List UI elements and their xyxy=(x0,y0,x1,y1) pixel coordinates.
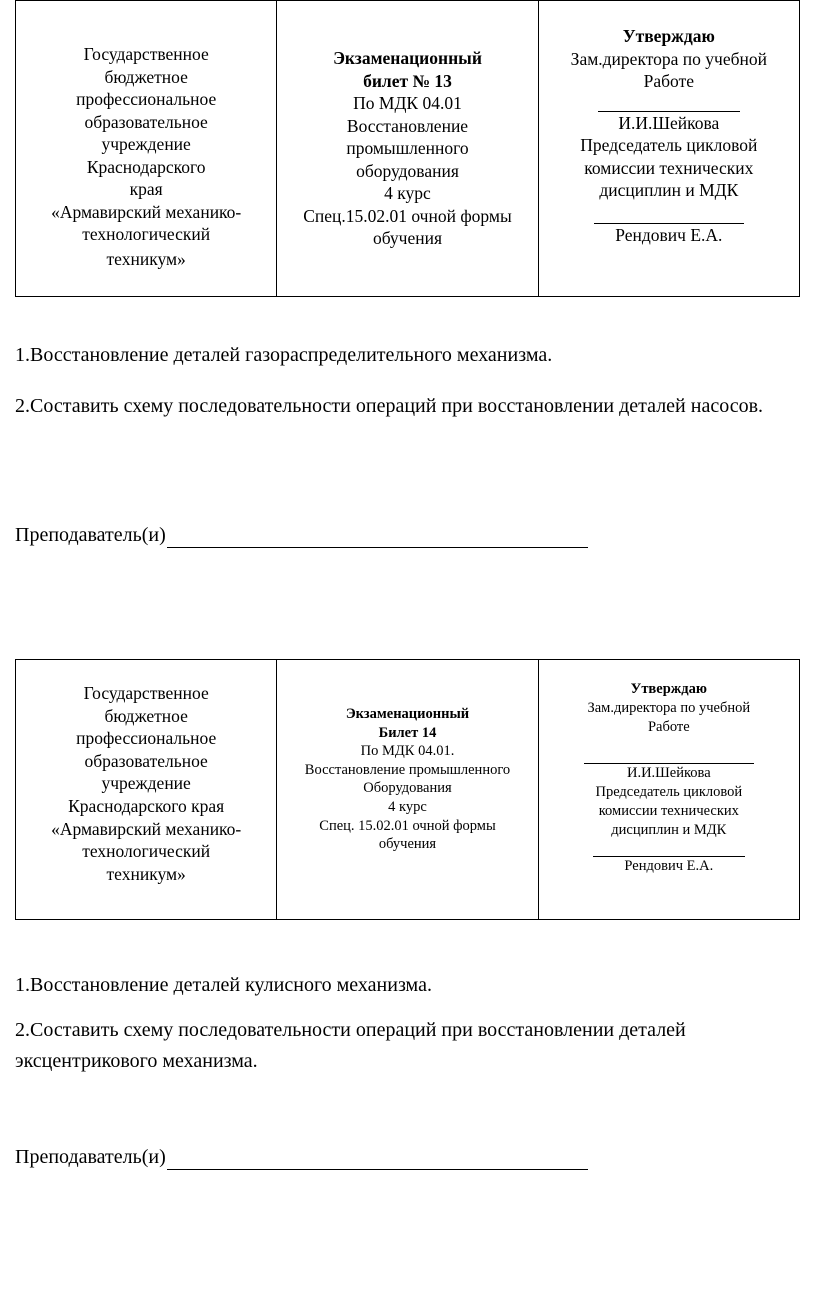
ticket-info-line: 4 курс xyxy=(388,798,427,815)
institution-line: «Армавирский механико- xyxy=(51,201,242,222)
institution-line: Государственное xyxy=(83,44,209,64)
institution-line: учреждение xyxy=(101,773,191,794)
teacher-signature-line xyxy=(167,1147,588,1170)
institution-line: Государственное xyxy=(83,683,209,703)
question-2: 2.Составить схему последовательности операций при восстановлении деталей эксцентрикового механизма. xyxy=(15,1019,686,1072)
ticket-info-line: Восстановление промышленного xyxy=(304,761,511,778)
deputy-title: Работе xyxy=(647,719,690,735)
institution-line: края xyxy=(129,179,163,199)
institution-line: Краснодарского края xyxy=(68,795,225,816)
institution-line: образовательное xyxy=(84,111,208,132)
chair-title: дисциплин и МДК xyxy=(599,180,739,200)
ticket-title: Экзаменационный xyxy=(333,48,482,68)
teacher-signature xyxy=(15,1144,588,1170)
institution-line: Краснодарского xyxy=(86,156,206,177)
approval-heading: Утверждаю xyxy=(630,681,707,697)
institution-line: бюджетное xyxy=(104,66,188,87)
chair-title: комиссии технических xyxy=(598,803,739,819)
institution-line: «Армавирский механико- xyxy=(51,818,242,839)
deputy-name: И.И.Шейкова xyxy=(626,765,711,781)
institution-cell xyxy=(16,660,277,919)
ticket-info-line: оборудования xyxy=(356,160,459,181)
signature-line xyxy=(584,737,754,764)
ticket-number: Билет 14 xyxy=(378,724,437,741)
deputy-title: Зам.директора по учебной xyxy=(570,48,767,69)
ticket-info-line: Спец.15.02.01 очной формы xyxy=(303,205,512,226)
institution-line: бюджетное xyxy=(104,705,188,726)
teacher-signature-line xyxy=(167,525,588,548)
teacher-label: Преподаватель(и) xyxy=(15,1146,166,1168)
ticket-title: Экзаменационный xyxy=(345,706,470,722)
ticket-info-cell xyxy=(277,660,538,919)
institution-line: технологический xyxy=(82,224,211,244)
institution-line: профессиональное xyxy=(76,89,217,109)
ticket-number: билет № 13 xyxy=(363,70,452,91)
ticket-info-line: промышленного xyxy=(346,138,469,158)
institution-line: техникум» xyxy=(106,863,186,884)
teacher-label: Преподаватель(и) xyxy=(15,524,166,546)
ticket-header-13 xyxy=(15,0,800,297)
institution-line: учреждение xyxy=(101,134,191,154)
ticket-info-line: Спец. 15.02.01 очной формы xyxy=(319,817,496,834)
institution-line: образовательное xyxy=(84,750,208,771)
ticket-info-line: обучения xyxy=(372,228,443,248)
chair-title: дисциплин и МДК xyxy=(611,822,727,838)
ticket-info-line: 4 курс xyxy=(384,183,431,203)
approval-heading: Утверждаю xyxy=(622,26,715,46)
deputy-title: Работе xyxy=(643,71,694,91)
chair-title: комиссии технических xyxy=(584,157,754,178)
ticket-info-line: По МДК 04.01. xyxy=(360,743,455,760)
chair-title: Председатель цикловой xyxy=(595,784,743,800)
deputy-title: Зам.директора по учебной xyxy=(587,700,751,716)
chair-name: Рендович Е.А. xyxy=(615,224,723,245)
chair-title: Председатель цикловой xyxy=(580,135,758,155)
ticket-header-14 xyxy=(15,659,800,920)
ticket-info-line: Оборудования xyxy=(363,780,452,797)
institution-line: техникум» xyxy=(106,248,186,269)
ticket-info-line: По МДК 04.01 xyxy=(353,93,462,113)
signature-line xyxy=(598,93,740,112)
question-1: 1.Восстановление деталей газораспределительного механизма. xyxy=(15,344,553,366)
ticket-info-line: Восстановление xyxy=(346,115,469,136)
institution-line: профессиональное xyxy=(76,728,217,749)
question-1: 1.Восстановление деталей кулисного механизма. xyxy=(15,974,432,996)
institution-cell xyxy=(16,1,277,296)
signature-line xyxy=(593,840,745,857)
ticket-info-line: обучения xyxy=(378,836,437,853)
question-2: 2.Составить схему последовательности операций при восстановлении деталей насосов. xyxy=(15,395,764,417)
teacher-signature xyxy=(15,522,588,548)
ticket-info-cell xyxy=(277,1,538,296)
deputy-name: И.И.Шейкова xyxy=(618,112,720,133)
institution-line: технологический xyxy=(82,841,211,862)
approval-cell xyxy=(539,660,799,919)
signature-line xyxy=(594,202,744,224)
chair-name: Рендович Е.А. xyxy=(624,858,714,874)
approval-cell xyxy=(539,1,799,296)
